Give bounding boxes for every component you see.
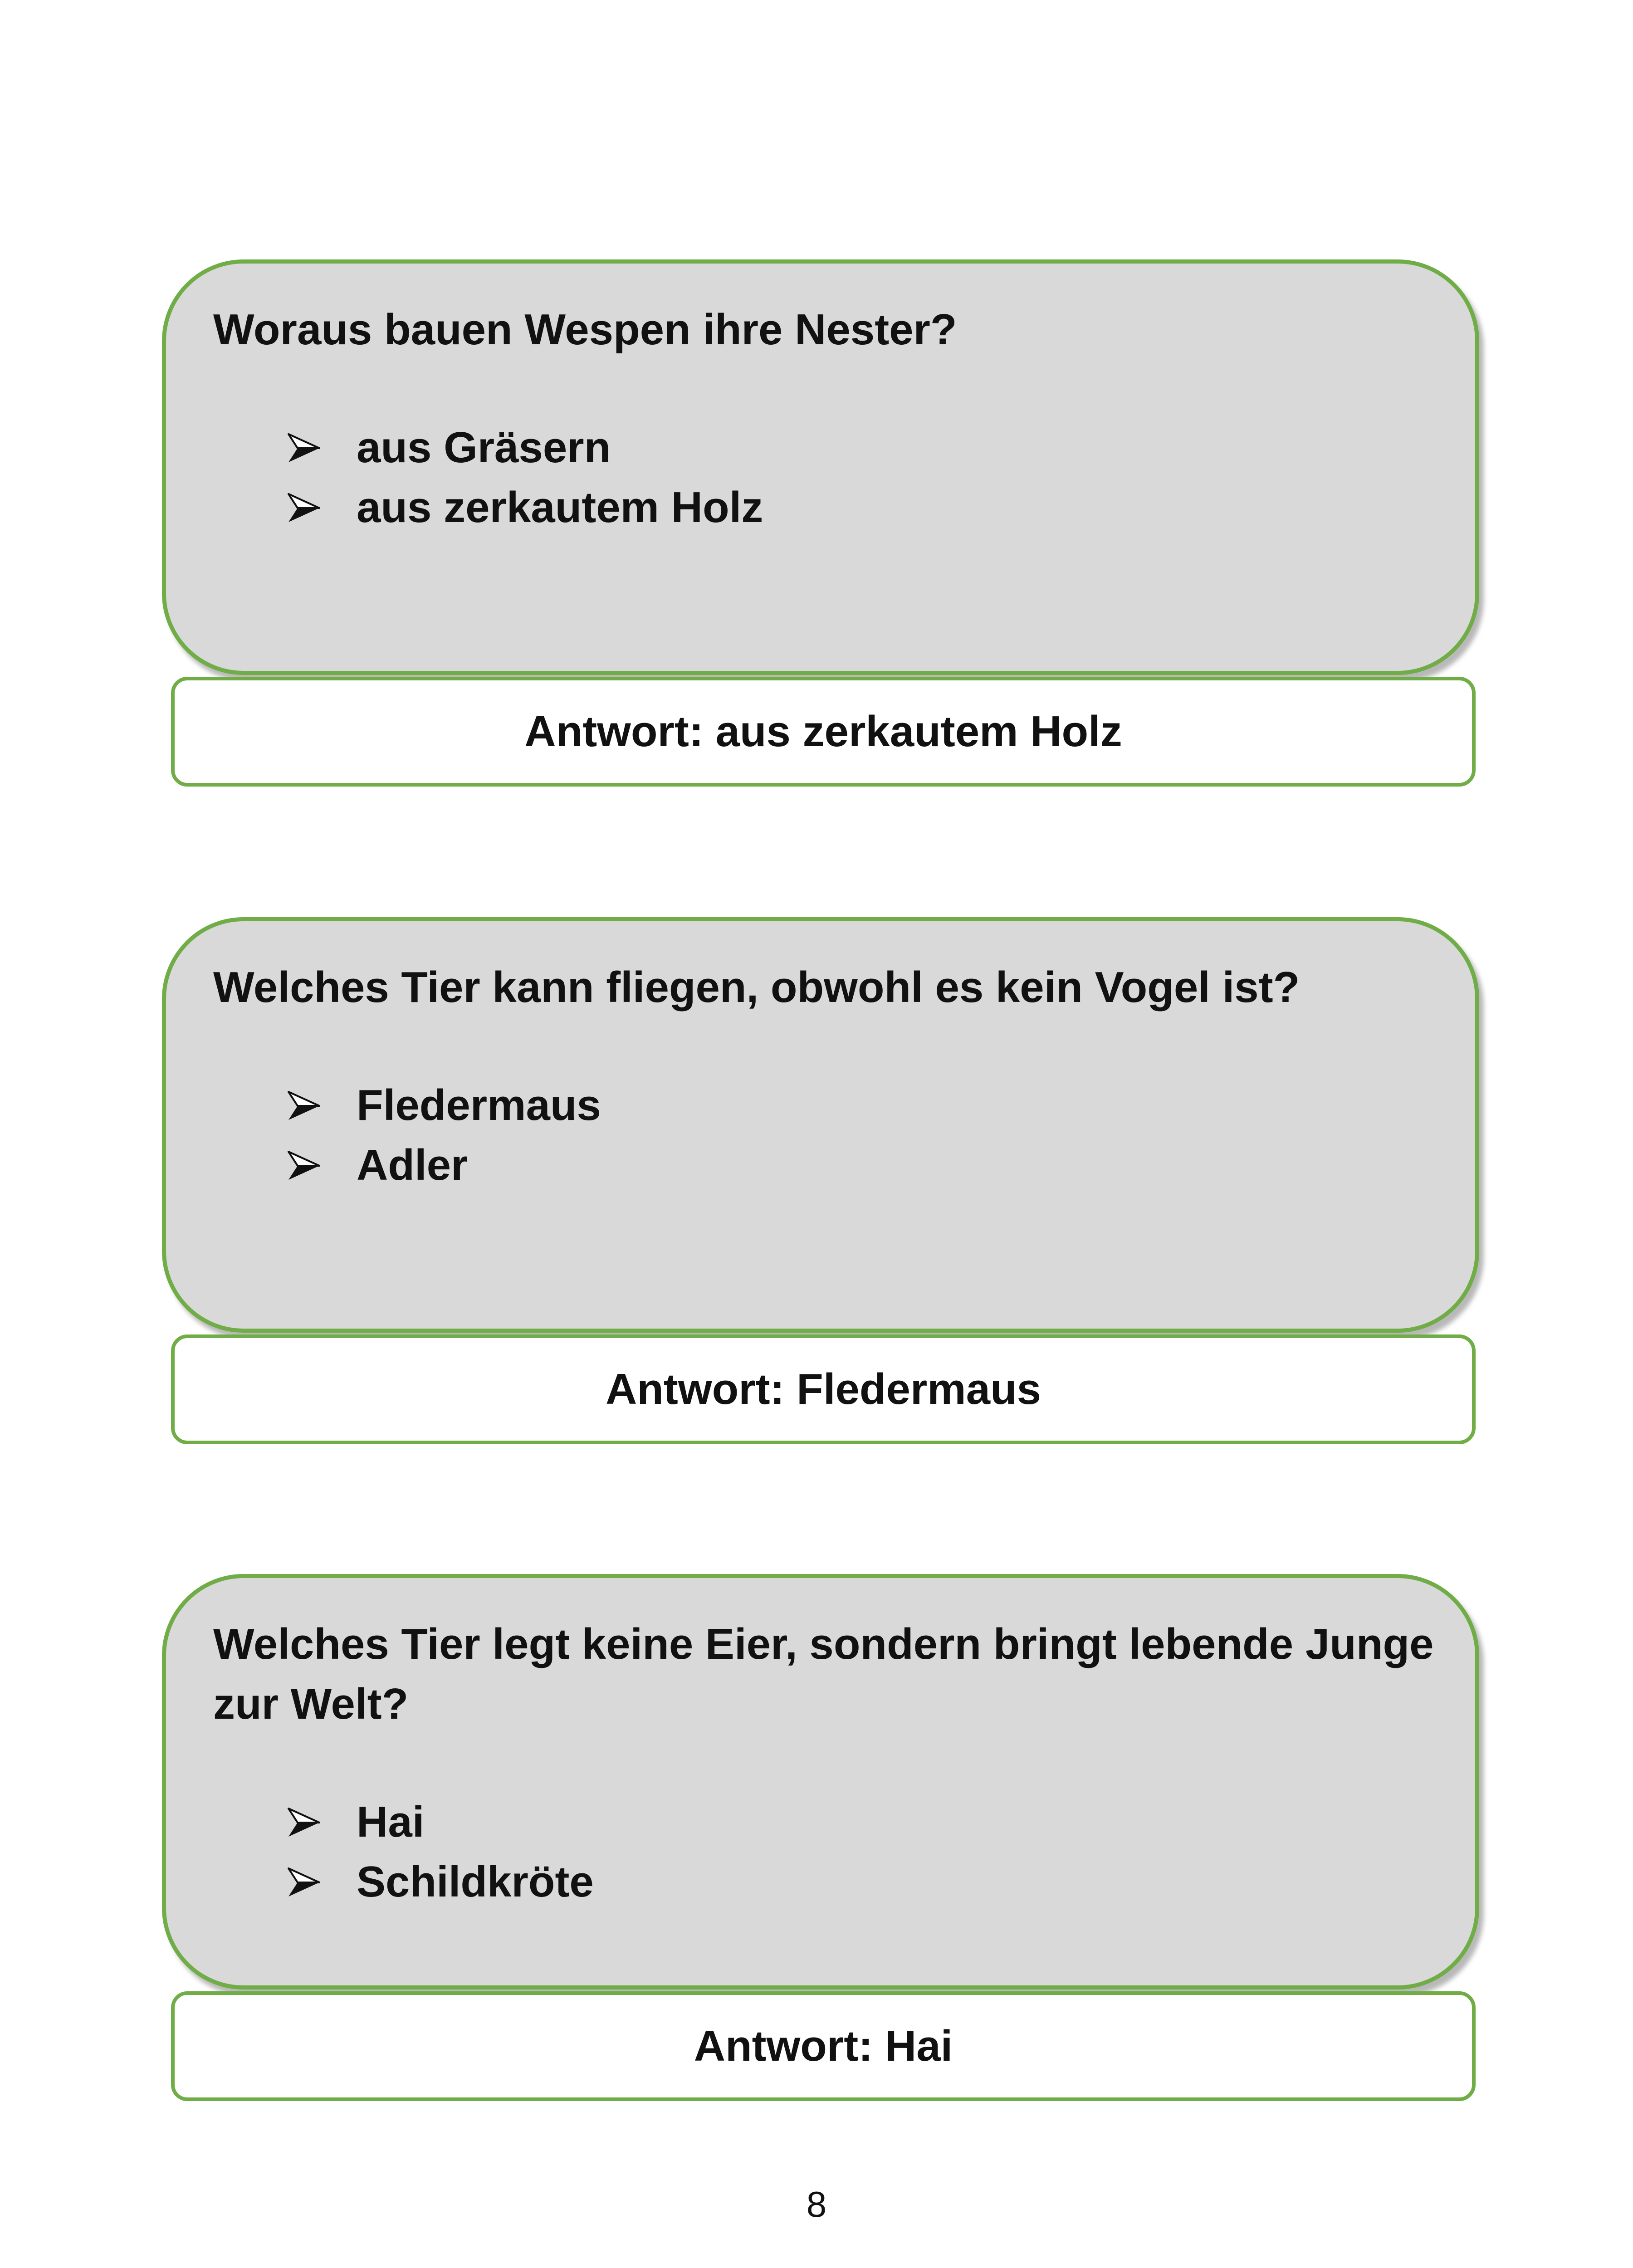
answer-box — [171, 1334, 1476, 1444]
option-item — [288, 1852, 594, 1912]
question-text: Woraus bauen Wespen ihre Nester? — [213, 305, 957, 354]
option-label: Schildkröte — [357, 1857, 594, 1906]
question-card — [162, 917, 1479, 1333]
question-text: Welches Tier legt keine Eier, sondern bringt lebende Junge zur Welt? — [213, 1620, 1434, 1728]
option-item — [288, 418, 763, 478]
arrow-bullet-icon — [288, 1091, 320, 1121]
option-list — [288, 1075, 601, 1195]
answer-box — [171, 677, 1476, 787]
answer-box — [171, 1991, 1476, 2101]
option-label: aus Gräsern — [357, 423, 611, 472]
option-list — [288, 1792, 594, 1912]
option-item — [288, 478, 763, 538]
question-card — [162, 259, 1479, 675]
option-label: aus zerkautem Holz — [357, 483, 763, 532]
option-list — [288, 418, 763, 538]
arrow-bullet-icon — [288, 493, 320, 523]
option-label: Hai — [357, 1798, 425, 1846]
option-item — [288, 1075, 601, 1135]
option-item — [288, 1792, 594, 1852]
arrow-bullet-icon — [288, 1151, 320, 1181]
arrow-bullet-icon — [288, 1867, 320, 1897]
answer-text: Antwort: Hai — [694, 2022, 953, 2070]
arrow-bullet-icon — [288, 1808, 320, 1838]
answer-text: Antwort: Fledermaus — [605, 1365, 1041, 1413]
question-text: Welches Tier kann fliegen, obwohl es kein Vogel ist? — [213, 963, 1300, 1012]
option-item — [288, 1135, 601, 1195]
answer-text: Antwort: aus zerkautem Holz — [524, 707, 1122, 756]
page-number: 8 — [806, 2184, 827, 2224]
option-label: Adler — [357, 1141, 468, 1189]
arrow-bullet-icon — [288, 433, 320, 463]
question-card — [162, 1574, 1479, 1989]
option-label: Fledermaus — [357, 1081, 601, 1129]
